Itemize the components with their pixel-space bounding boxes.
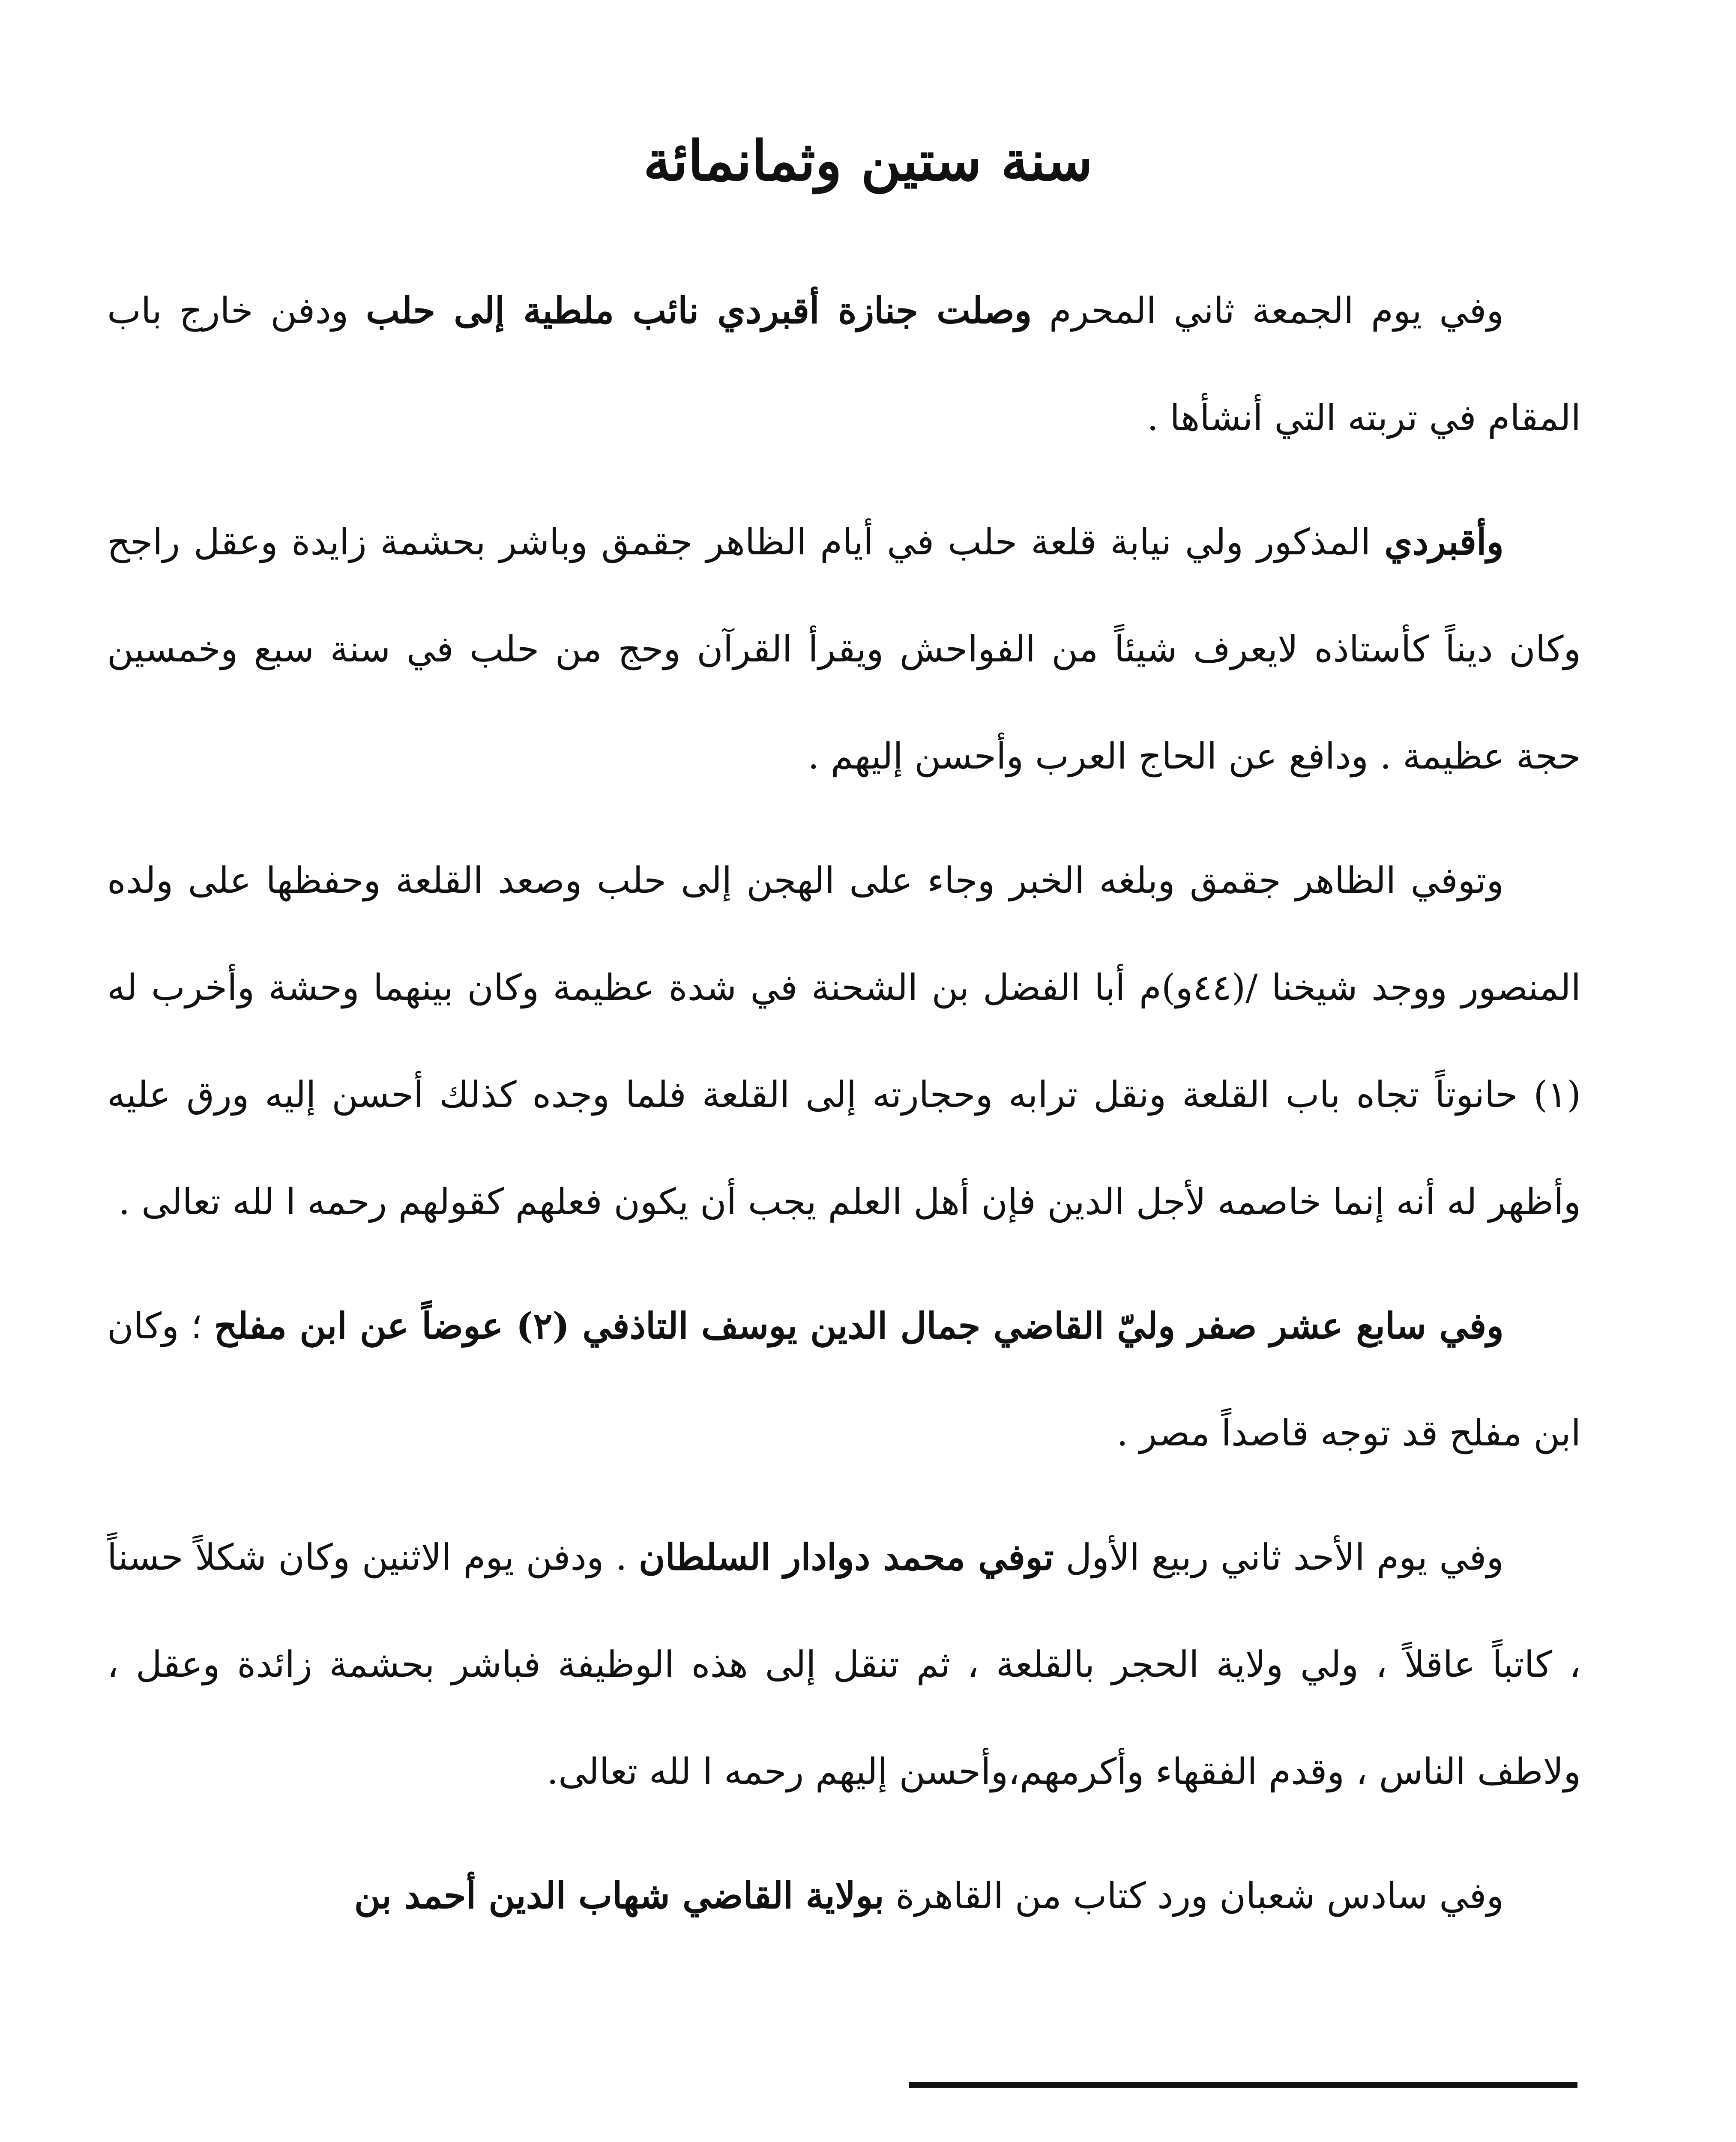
paragraph-text: وفي يوم الجمعة ثاني المحرم — [1032, 290, 1504, 332]
paragraph-bold-text: بولاية القاضي شهاب الدين أحمد بن — [354, 1874, 884, 1917]
paragraph-text: ودفن خارج باب المقام في تربته التي أنشأها . — [107, 290, 1581, 439]
paragraph — [107, 1842, 1581, 1949]
footnotes — [279, 2133, 1522, 2142]
paragraph — [107, 257, 1581, 471]
paragraph-text: وفي يوم الأحد ثاني ربيع الأول — [1054, 1536, 1504, 1578]
paragraph-text: المذكور ولي نيابة قلعة حلب في أيام الظاهر جقمق وباشر بحشمة زايدة وعقل راجح وكان ديناً كأستاذه لايعرف شيئاً من الفواحش ويقرأ القرآن وحج من حلب في سنة سبع وخمسين حجة عظيمة . ودافع عن الحاج العرب وأحسن إليهم . — [107, 521, 1581, 777]
paragraph-bold-text: وصلت جنازة أقبردي نائب ملطية إلى حلب — [365, 289, 1032, 332]
paragraph-bold-text: وأقبردي — [1384, 521, 1504, 563]
paragraph-bold-text: وفي سابع عشر صفر وليّ القاضي جمال الدين يوسف التاذفي (٢) عوضاً عن ابن مفلح — [214, 1304, 1504, 1347]
paragraph-text: وفي سادس شعبان ورد كتاب من القاهرة — [884, 1875, 1504, 1917]
paragraph-text: . ودفن يوم الاثنين وكان شكلاً حسناً ، كاتباً عاقلاً ، ولي ولاية الحجر بالقلعة ، ثم تنقل إلى هذه الوظيفة فباشر بحشمة زائدة وعقل ، ولاطف الناس ، وقدم الفقهاء وأكرمهم،وأحسن إليهم رحمه ا لله تعالى. — [107, 1536, 1581, 1792]
page-title: سنة ستين وثمانمائة — [643, 129, 1093, 193]
paragraph-text: ؛ وكان ابن مفلح قد توجه قاصداً مصر . — [107, 1305, 1581, 1454]
body-text — [107, 257, 1581, 1966]
paragraph — [107, 1504, 1581, 1825]
footnote-divider — [909, 2082, 1577, 2088]
paragraph — [107, 827, 1581, 1255]
footnote — [279, 2133, 1522, 2142]
paragraph — [107, 488, 1581, 810]
paragraph-bold-text: توفي محمد دوادار السلطان — [638, 1536, 1054, 1578]
paragraph-text: وتوفي الظاهر جقمق وبلغه الخبر وجاء على الهجن إلى حلب وصعد القلعة وحفظها على ولده المنصور ووجد شيخنا /(٤٤و)م أبا الفضل بن الشحنة في شدة عظيمة وكان بينهما وحشة وأخرب له (١) حانوتاً تجاه باب القلعة ونقل ترابه وحجارته إلى القلعة فلما وجده كذلك أحسن إليه ورق عليه وأظهر له أنه إنما خاصمه لأجل الدين فإن أهل العلم يجب أن يكون فعلهم كقولهم رحمه ا لله تعالى . — [107, 859, 1581, 1223]
paragraph — [107, 1272, 1581, 1487]
